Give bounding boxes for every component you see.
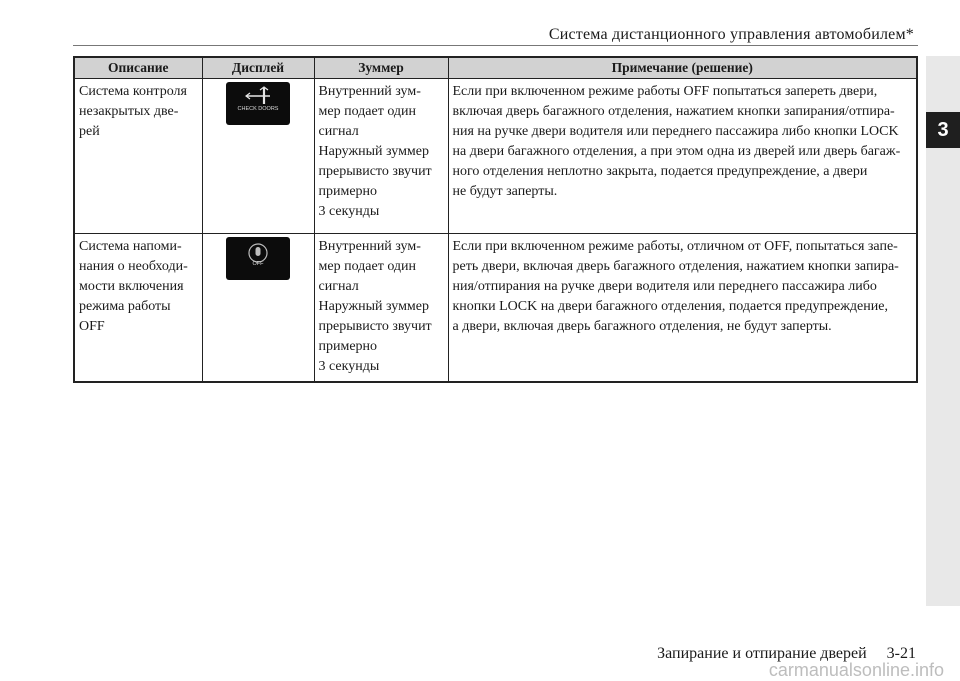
note-line: ного отделения неплотно закрыта, подается предупреждение, а двери	[452, 164, 868, 179]
buzzer-line: Наружный зуммер	[318, 144, 430, 159]
note-line: ния на ручке двери водителя или переднего пассажира либо кнопки LOCK	[452, 124, 899, 139]
screen-label: CHECK DOORS	[237, 106, 279, 112]
row-display	[202, 79, 314, 234]
chapter-number: 3	[926, 112, 960, 148]
row-display	[202, 234, 314, 383]
page-number: 3-21	[886, 645, 916, 662]
note-line: ния/отпирания на ручке двери водителя или переднего пассажира либо	[452, 279, 877, 294]
note-line: реть двери, включая дверь багажного отделения, нажатием кнопки запира-	[452, 259, 899, 274]
check-doors-screen-icon	[226, 82, 290, 125]
header-rule	[73, 45, 918, 46]
buzzer-line: мер подает один	[318, 104, 417, 119]
buzzer-line: прерывисто звучит	[318, 164, 432, 179]
row-description	[74, 79, 202, 234]
power-off-screen-icon	[226, 237, 290, 280]
column-header-buzzer: Зуммер	[314, 57, 448, 79]
row-note	[448, 234, 917, 383]
row-note	[448, 79, 917, 234]
row-description-text: Система контроля незакрытых две-рей	[79, 84, 187, 139]
buzzer-line: Внутренний зум-	[318, 239, 421, 254]
note-line: включая дверь багажного отделения, нажатием кнопки запирания/отпира-	[452, 104, 895, 119]
row-description-text: Система напоми-нания о необходи-мости включения режима работы OFF	[79, 239, 188, 334]
buzzer-line: Наружный зуммер	[318, 299, 430, 314]
note-line: на двери багажного отделения, а при этом одна из дверей или дверь багаж-	[452, 144, 901, 159]
column-header-display: Дисплей	[202, 57, 314, 79]
row-description	[74, 234, 202, 383]
screen-label: OFF	[252, 261, 264, 267]
note-line: кнопки LOCK на двери багажного отделения, подается предупреждение,	[452, 299, 888, 314]
note-line: не будут заперты.	[452, 184, 558, 199]
buzzer-line: сигнал	[318, 124, 359, 139]
buzzer-line: Внутренний зум-	[318, 84, 421, 99]
watermark: carmanualsonline.info	[768, 660, 944, 680]
table-row	[74, 234, 917, 383]
footer-section-title: Запирание и отпирание дверей	[657, 645, 867, 662]
buzzer-line: примерно	[318, 339, 378, 354]
buzzer-line: прерывисто звучит	[318, 319, 432, 334]
buzzer-line: 3 секунды	[318, 359, 380, 374]
table-header-row	[74, 57, 917, 79]
row-buzzer	[314, 79, 448, 234]
buzzer-line: 3 секунды	[318, 204, 380, 219]
buzzer-line: примерно	[318, 184, 378, 199]
page-header-title: Система дистанционного управления автомобилем*	[548, 26, 914, 43]
warning-table	[73, 56, 918, 383]
buzzer-line: сигнал	[318, 279, 359, 294]
column-header-note: Примечание (решение)	[448, 57, 917, 79]
buzzer-line: мер подает один	[318, 259, 417, 274]
note-line: а двери, включая дверь багажного отделения, не будут заперты.	[452, 319, 832, 334]
table-row	[74, 79, 917, 234]
column-header-description: Описание	[74, 57, 202, 79]
row-buzzer	[314, 234, 448, 383]
note-line: Если при включенном режиме работы OFF попытаться запереть двери,	[452, 84, 878, 99]
note-line: Если при включенном режиме работы, отличном от OFF, попытаться запе-	[452, 239, 898, 254]
